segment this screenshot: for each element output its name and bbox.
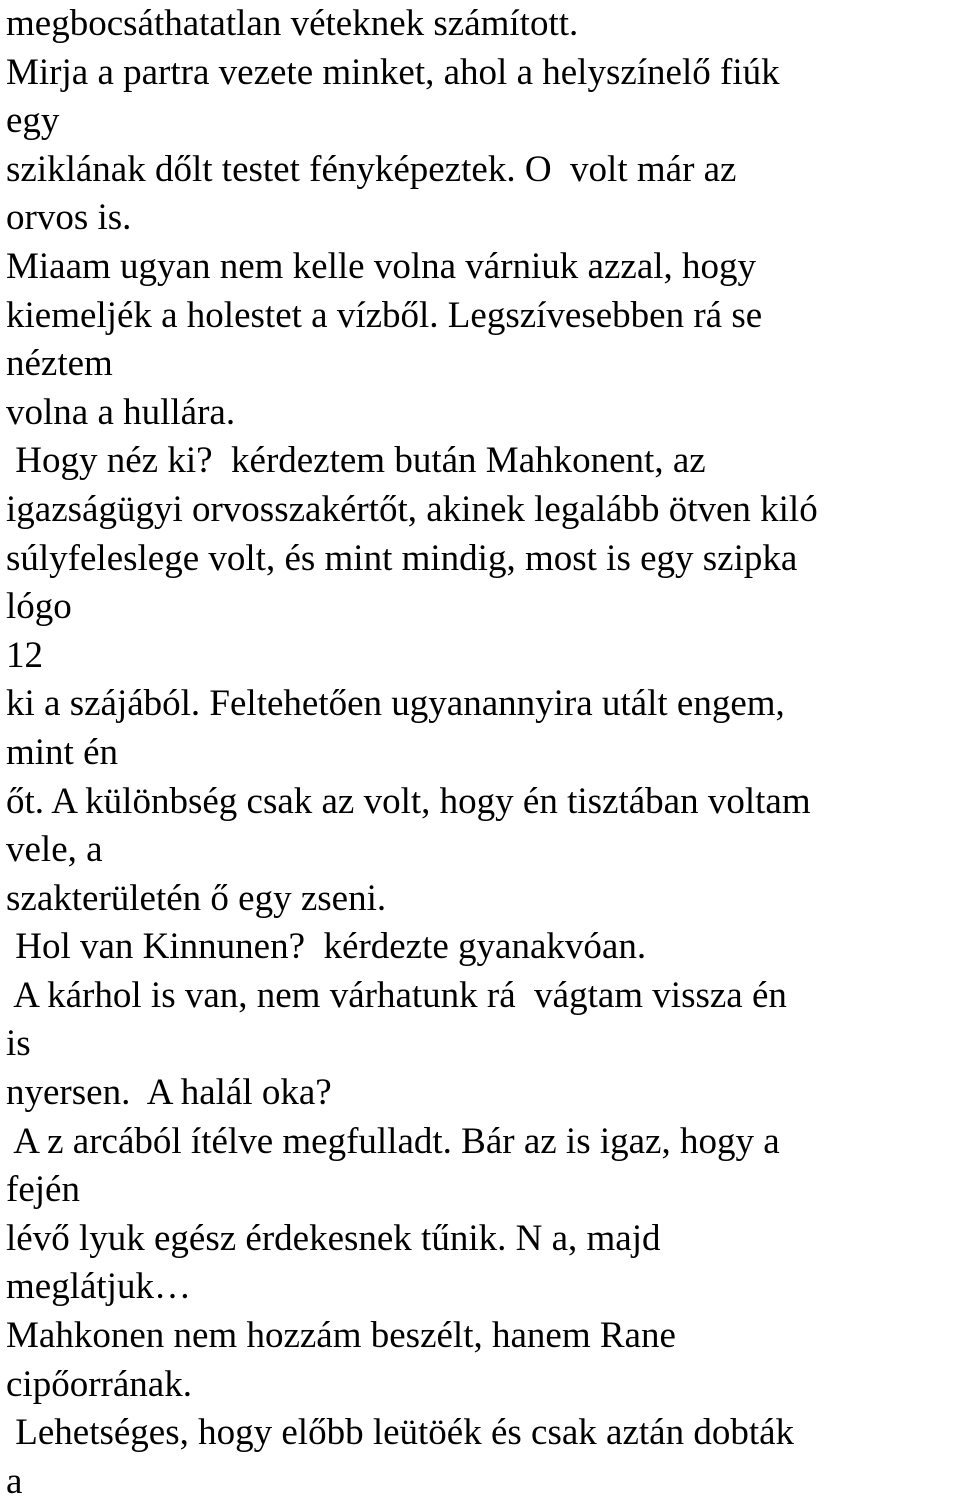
text-line: szakterületén ő egy zseni. [6,877,387,919]
text-line: lévő lyuk egész érdekesnek tűnik. N a, majd [6,1217,661,1259]
text-line: mint én [6,731,119,773]
text-line: őt. A különbség csak az volt, hogy én tisztában voltam [6,780,811,822]
text-line: néztem [6,343,113,385]
text-line: Mirja a partra vezete minket, ahol a helyszínelő fiúk [6,51,780,93]
text-line: igazságügyi orvosszakértőt, akinek legalább ötven kiló [6,488,818,530]
text-line: sziklának dőlt testet fényképeztek. O volt már az [6,148,737,190]
text-line: fején [6,1169,80,1211]
text-line: nyersen. A halál oka? [6,1072,332,1114]
text-line: volna a hullára. [6,391,236,433]
text-line: vele, a [6,829,103,871]
text-line: A kárhol is van, nem várhatunk rá vágtam vissza én [6,974,787,1016]
text-line: Hol van Kinnunen? kérdezte gyanakvóan. [6,926,647,968]
text-line: meglátjuk… [6,1266,201,1308]
text-line: Lehetséges, hogy előbb leütöék és csak aztán dobták [6,1412,795,1454]
text-line: súlyfeleslege volt, és mint mindig, most is egy szipka [6,537,798,579]
text-line: Miaam ugyan nem kelle volna várniuk azzal, hogy [6,245,757,287]
text-line: Mahkonen nem hozzám beszélt, hanem Rane [6,1315,676,1357]
text-line: cipőorrának. [6,1363,192,1405]
document-page [6,0,960,1506]
text-line: egy [6,100,60,142]
text-line: megbocsáthatatlan véteknek számított. [6,3,579,44]
text-line: lógo [6,586,72,628]
text-line: Hogy néz ki? kérdeztem bután Mahkonent, az [6,440,706,482]
text-line: kiemeljék a holestet a vízből. Legszívesebben rá se [6,294,763,336]
text-line: a [6,1460,23,1502]
text-line: is [6,1023,31,1065]
page-number: 12 [6,634,43,676]
text-line: ki a szájából. Feltehetően ugyanannyira utált engem, [6,683,785,725]
text-line: A z arcából ítélve megfulladt. Bár az is igaz, hogy a [6,1120,780,1162]
text-line: orvos is. [6,197,132,239]
